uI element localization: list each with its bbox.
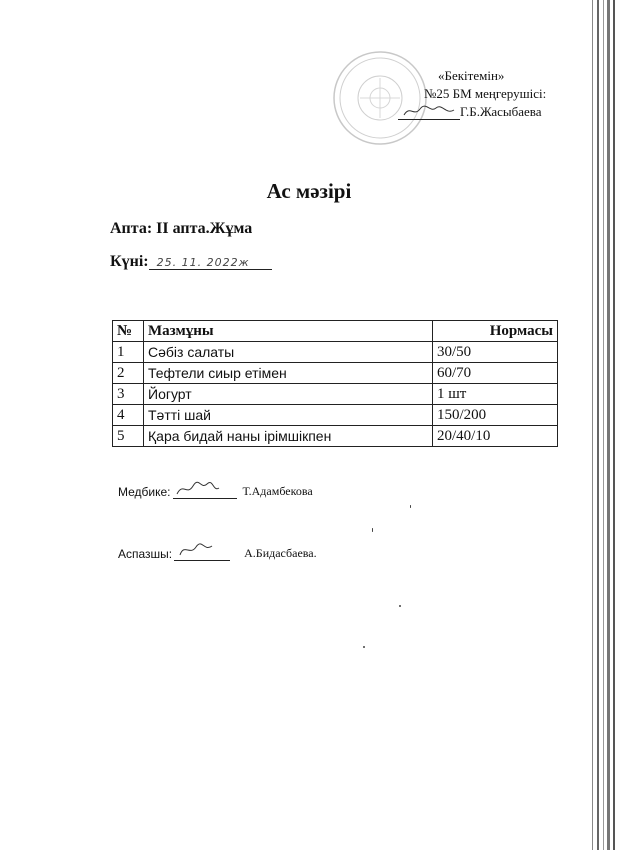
date-row <box>110 253 272 271</box>
nurse-label: Медбике: <box>118 485 171 499</box>
table-row <box>113 426 558 447</box>
approval-position: №25 БМ меңгерушісі: <box>424 86 547 101</box>
row-norm: 150/200 <box>433 405 558 426</box>
date-label: Күні: <box>110 253 149 270</box>
row-number: 4 <box>113 405 144 426</box>
column-header-number: № <box>113 321 144 342</box>
scan-speck <box>399 605 401 607</box>
table-header-row <box>113 321 558 342</box>
column-header-norm: Нормасы <box>433 321 558 342</box>
scan-edge <box>603 0 604 850</box>
table-row <box>113 384 558 405</box>
row-dish: Тәтті шай <box>144 405 433 426</box>
table-row <box>113 363 558 384</box>
director-name: Г.Б.Жасыбаева <box>460 104 542 119</box>
scan-edge <box>597 0 599 850</box>
official-stamp <box>330 48 430 148</box>
scan-edge <box>592 0 593 850</box>
nurse-signature <box>173 482 237 499</box>
row-dish: Йогурт <box>144 384 433 405</box>
date-value: 25. 11. 2022ж <box>149 256 272 270</box>
scan-speck <box>410 505 411 508</box>
scan-edge <box>607 0 610 850</box>
scan-speck <box>372 528 373 532</box>
cook-signature <box>174 544 230 561</box>
scan-edge <box>613 0 615 850</box>
row-number: 5 <box>113 426 144 447</box>
nurse-name: Т.Адамбекова <box>242 484 313 498</box>
cook-name: А.Бидасбаева. <box>244 546 317 560</box>
signature-scribble-icon <box>174 540 230 560</box>
signature-scribble-icon <box>173 478 237 498</box>
approval-signature-line <box>398 103 556 120</box>
nurse-signature-row <box>118 482 313 499</box>
scan-speck <box>363 646 365 648</box>
table-row <box>113 405 558 426</box>
row-number: 3 <box>113 384 144 405</box>
row-dish: Қара бидай наны ірімшікпен <box>144 426 433 447</box>
row-norm: 1 шт <box>433 384 558 405</box>
signature-scribble-icon <box>398 103 460 119</box>
row-number: 1 <box>113 342 144 363</box>
table-row <box>113 342 558 363</box>
row-norm: 30/50 <box>433 342 558 363</box>
row-dish: Сәбіз салаты <box>144 342 433 363</box>
row-norm: 20/40/10 <box>433 426 558 447</box>
column-header-content: Мазмұны <box>144 321 433 342</box>
week-day: Апта: ІІ апта.Жұма <box>110 220 253 237</box>
row-norm: 60/70 <box>433 363 558 384</box>
row-number: 2 <box>113 363 144 384</box>
menu-table <box>112 320 558 447</box>
cook-label: Аспазшы: <box>118 547 173 561</box>
cook-signature-row <box>118 544 317 561</box>
director-signature <box>398 105 460 120</box>
page-title: Ас мәзірі <box>266 179 352 203</box>
approval-heading: «Бекітемін» <box>438 68 505 83</box>
row-dish: Тефтели сиыр етімен <box>144 363 433 384</box>
